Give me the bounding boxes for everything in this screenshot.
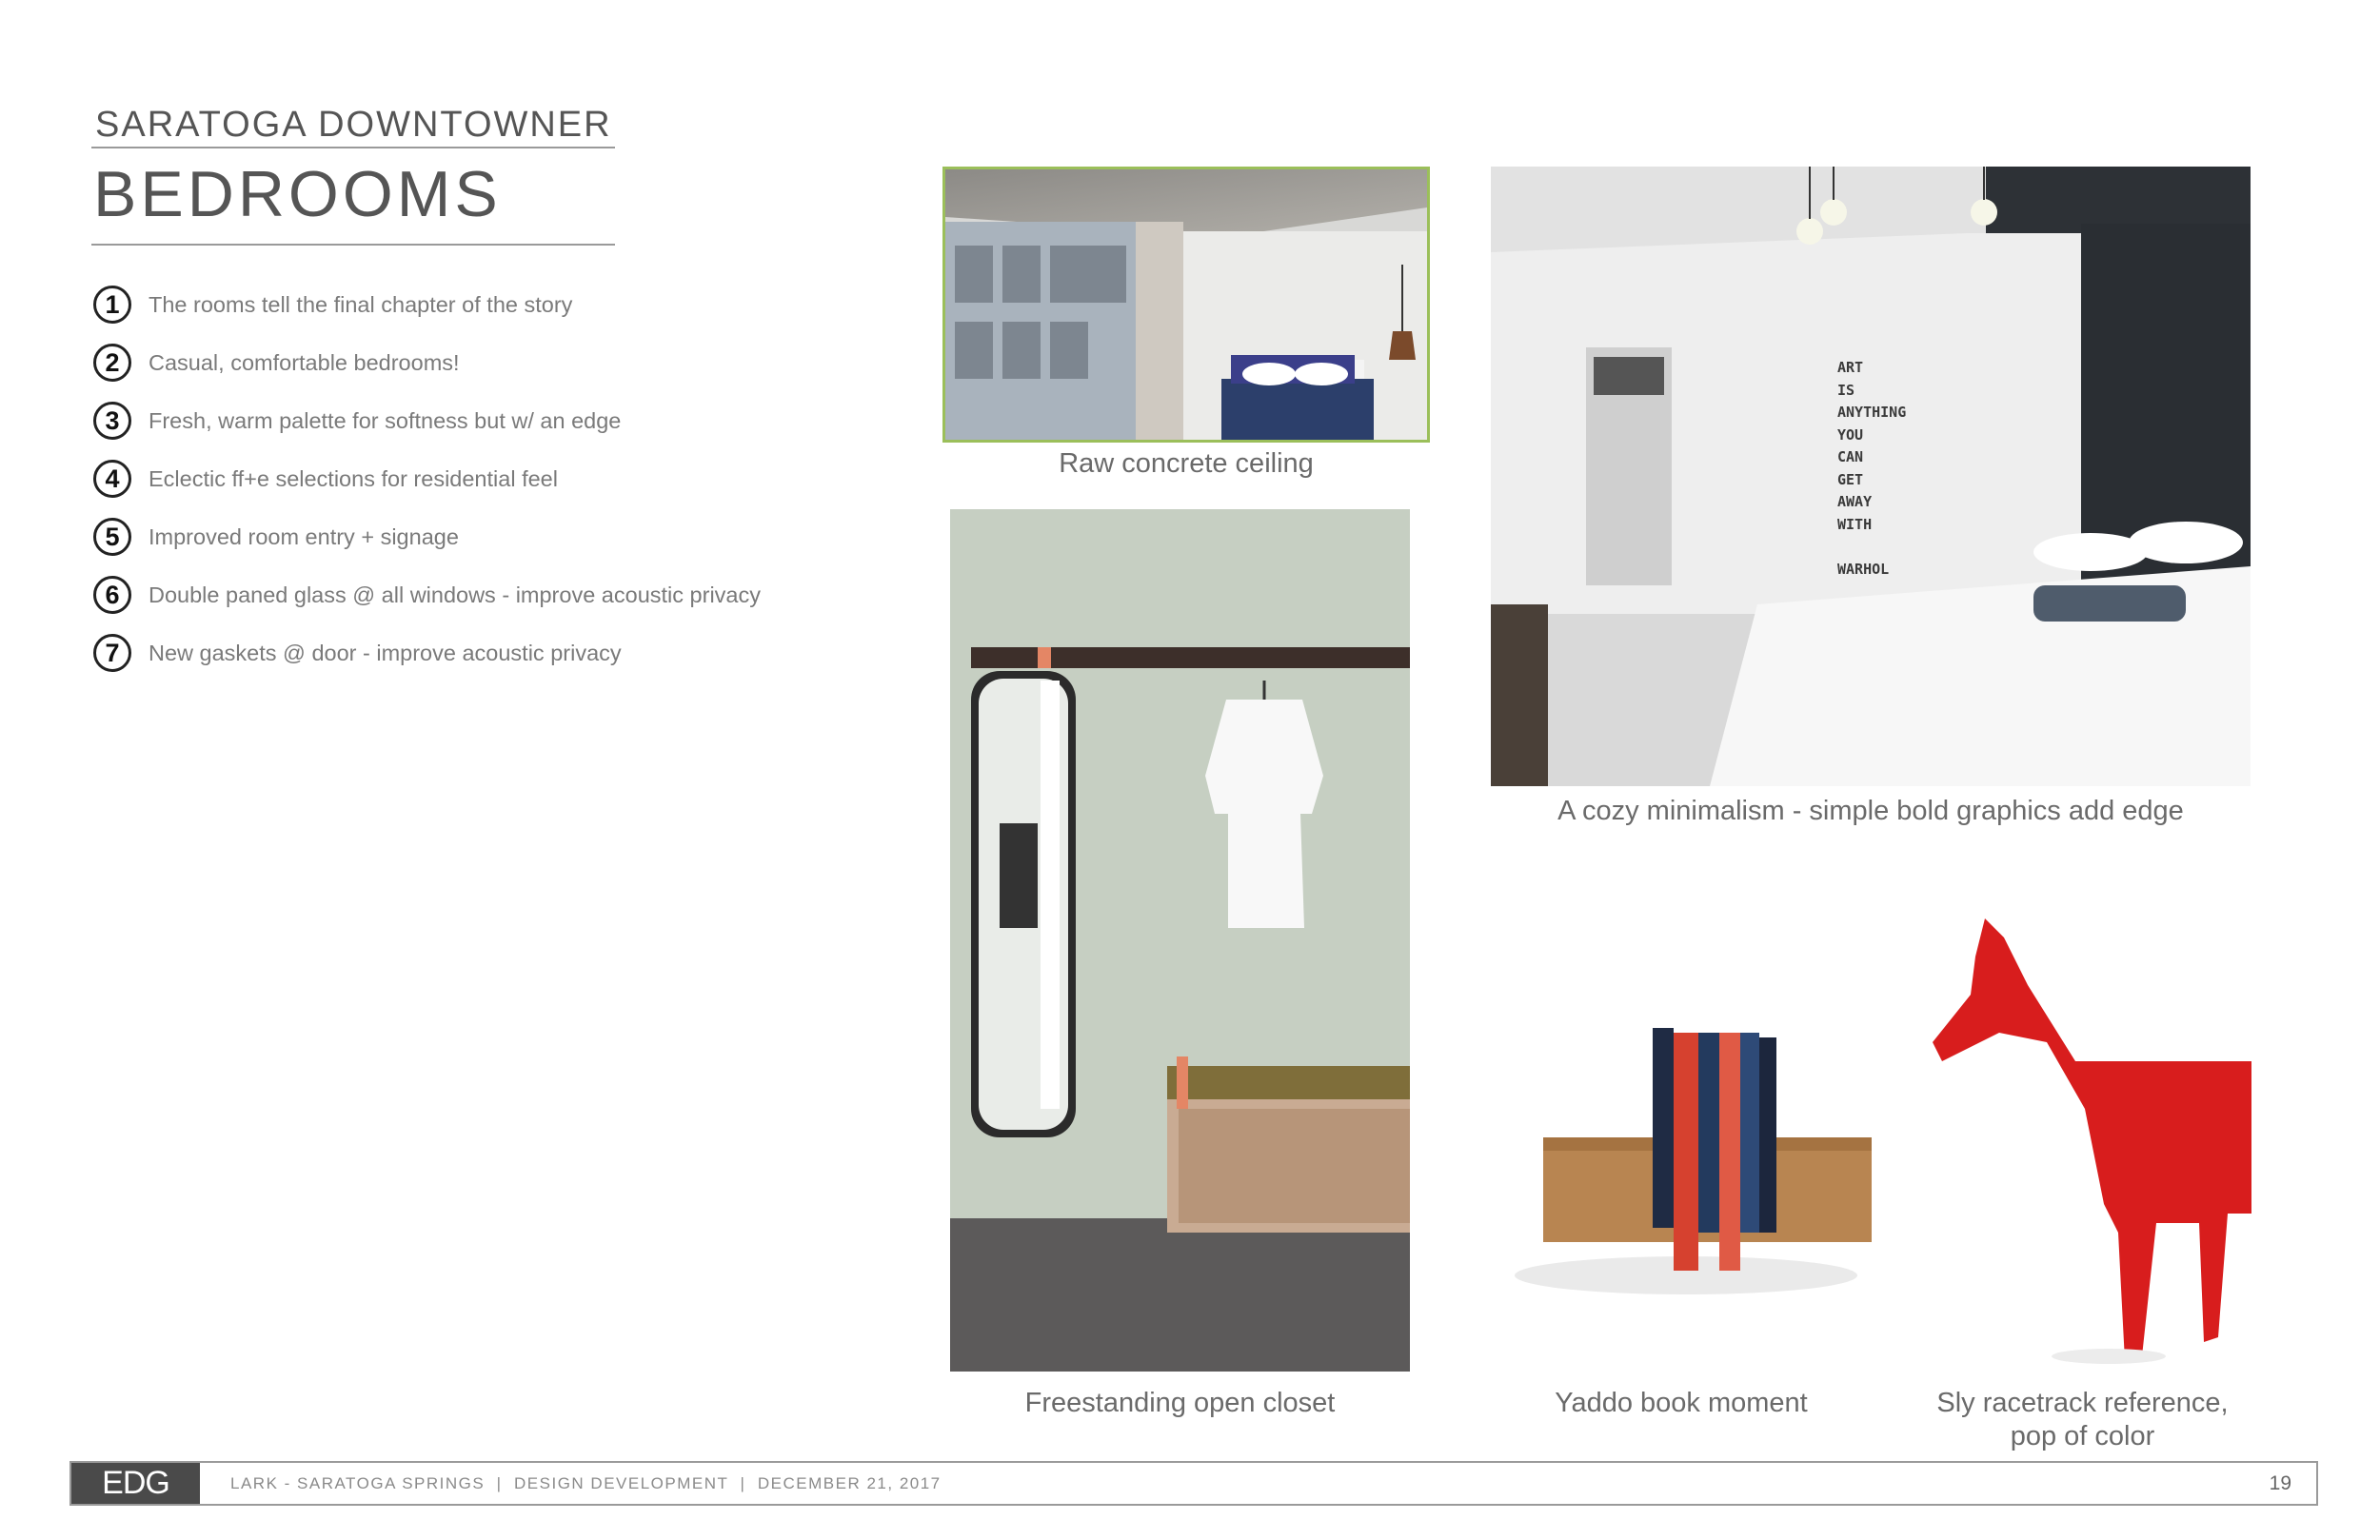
red-horse-image [1914,899,2251,1371]
list-item [93,513,459,561]
caption-horse [1914,1387,2251,1453]
list-item [93,571,761,619]
list-item-text: Eclectic ff+e selections for residential feel [149,465,558,491]
section-subtitle: SARATOGA DOWNTOWNER [95,105,612,145]
wall-text-line [1837,536,1906,559]
list-item [93,397,621,444]
book-shelf-image [1491,990,1872,1371]
caption-cozy: A cozy minimalism - simple bold graphics add edge [1557,796,2184,826]
number-badge: 2 [93,344,131,382]
closet-image [950,509,1410,1372]
list-item [93,629,622,677]
wall-text-line: CAN [1837,448,1864,465]
wall-text-line: ANYTHING [1837,404,1907,421]
caption-concrete: Raw concrete ceiling [1059,448,1314,479]
page-number: 19 [2269,1472,2291,1494]
wall-text-line: WARHOL [1837,560,1890,578]
list-item-text: Double paned glass @ all windows - improve acoustic privacy [149,582,761,607]
caption-horse-line: pop of color [2010,1421,2155,1451]
number-badge: 3 [93,402,131,440]
edg-logo: EDG [71,1463,200,1504]
list-item [93,339,460,386]
concrete-ceiling-photo [942,167,1430,443]
divider [91,244,615,246]
wall-text-line: AWAY [1837,493,1873,510]
wall-text-line: IS [1837,381,1855,399]
number-badge: 7 [93,634,131,672]
footer-text: LARK - SARATOGA SPRINGS | DESIGN DEVELOPMENT | DECEMBER 21, 2017 [230,1474,942,1492]
number-badge: 1 [93,286,131,324]
cozy-bedroom-photo [1491,167,2251,786]
caption-horse-line: Sly racetrack reference, [1936,1388,2229,1418]
list-item-text: Casual, comfortable bedrooms! [149,349,460,375]
list-item [93,281,572,328]
number-badge: 4 [93,460,131,498]
list-item-text: The rooms tell the final chapter of the story [149,291,573,317]
wall-text-line: ART [1837,359,1864,376]
divider [91,147,615,148]
list-item-text: New gaskets @ door - improve acoustic privacy [149,640,622,665]
footer-bar [69,1461,2318,1506]
number-badge: 5 [93,518,131,556]
list-item-text: Fresh, warm palette for softness but w/ an edge [149,407,622,433]
wall-text-line: YOU [1837,425,1864,444]
horse-photo [1914,899,2251,1371]
page-title: BEDROOMS [93,158,502,230]
closet-photo [950,509,1410,1372]
caption-closet: Freestanding open closet [1024,1388,1336,1418]
number-badge: 6 [93,576,131,614]
caption-book: Yaddo book moment [1555,1388,1808,1418]
list-item-text: Improved room entry + signage [149,523,459,549]
warhol-wall-quote [1837,357,1906,581]
book-photo [1491,990,1872,1371]
bedroom-concrete-image [945,169,1427,440]
list-item [93,455,558,503]
wall-text-line: WITH [1837,515,1873,533]
wall-text-line: GET [1837,470,1864,488]
